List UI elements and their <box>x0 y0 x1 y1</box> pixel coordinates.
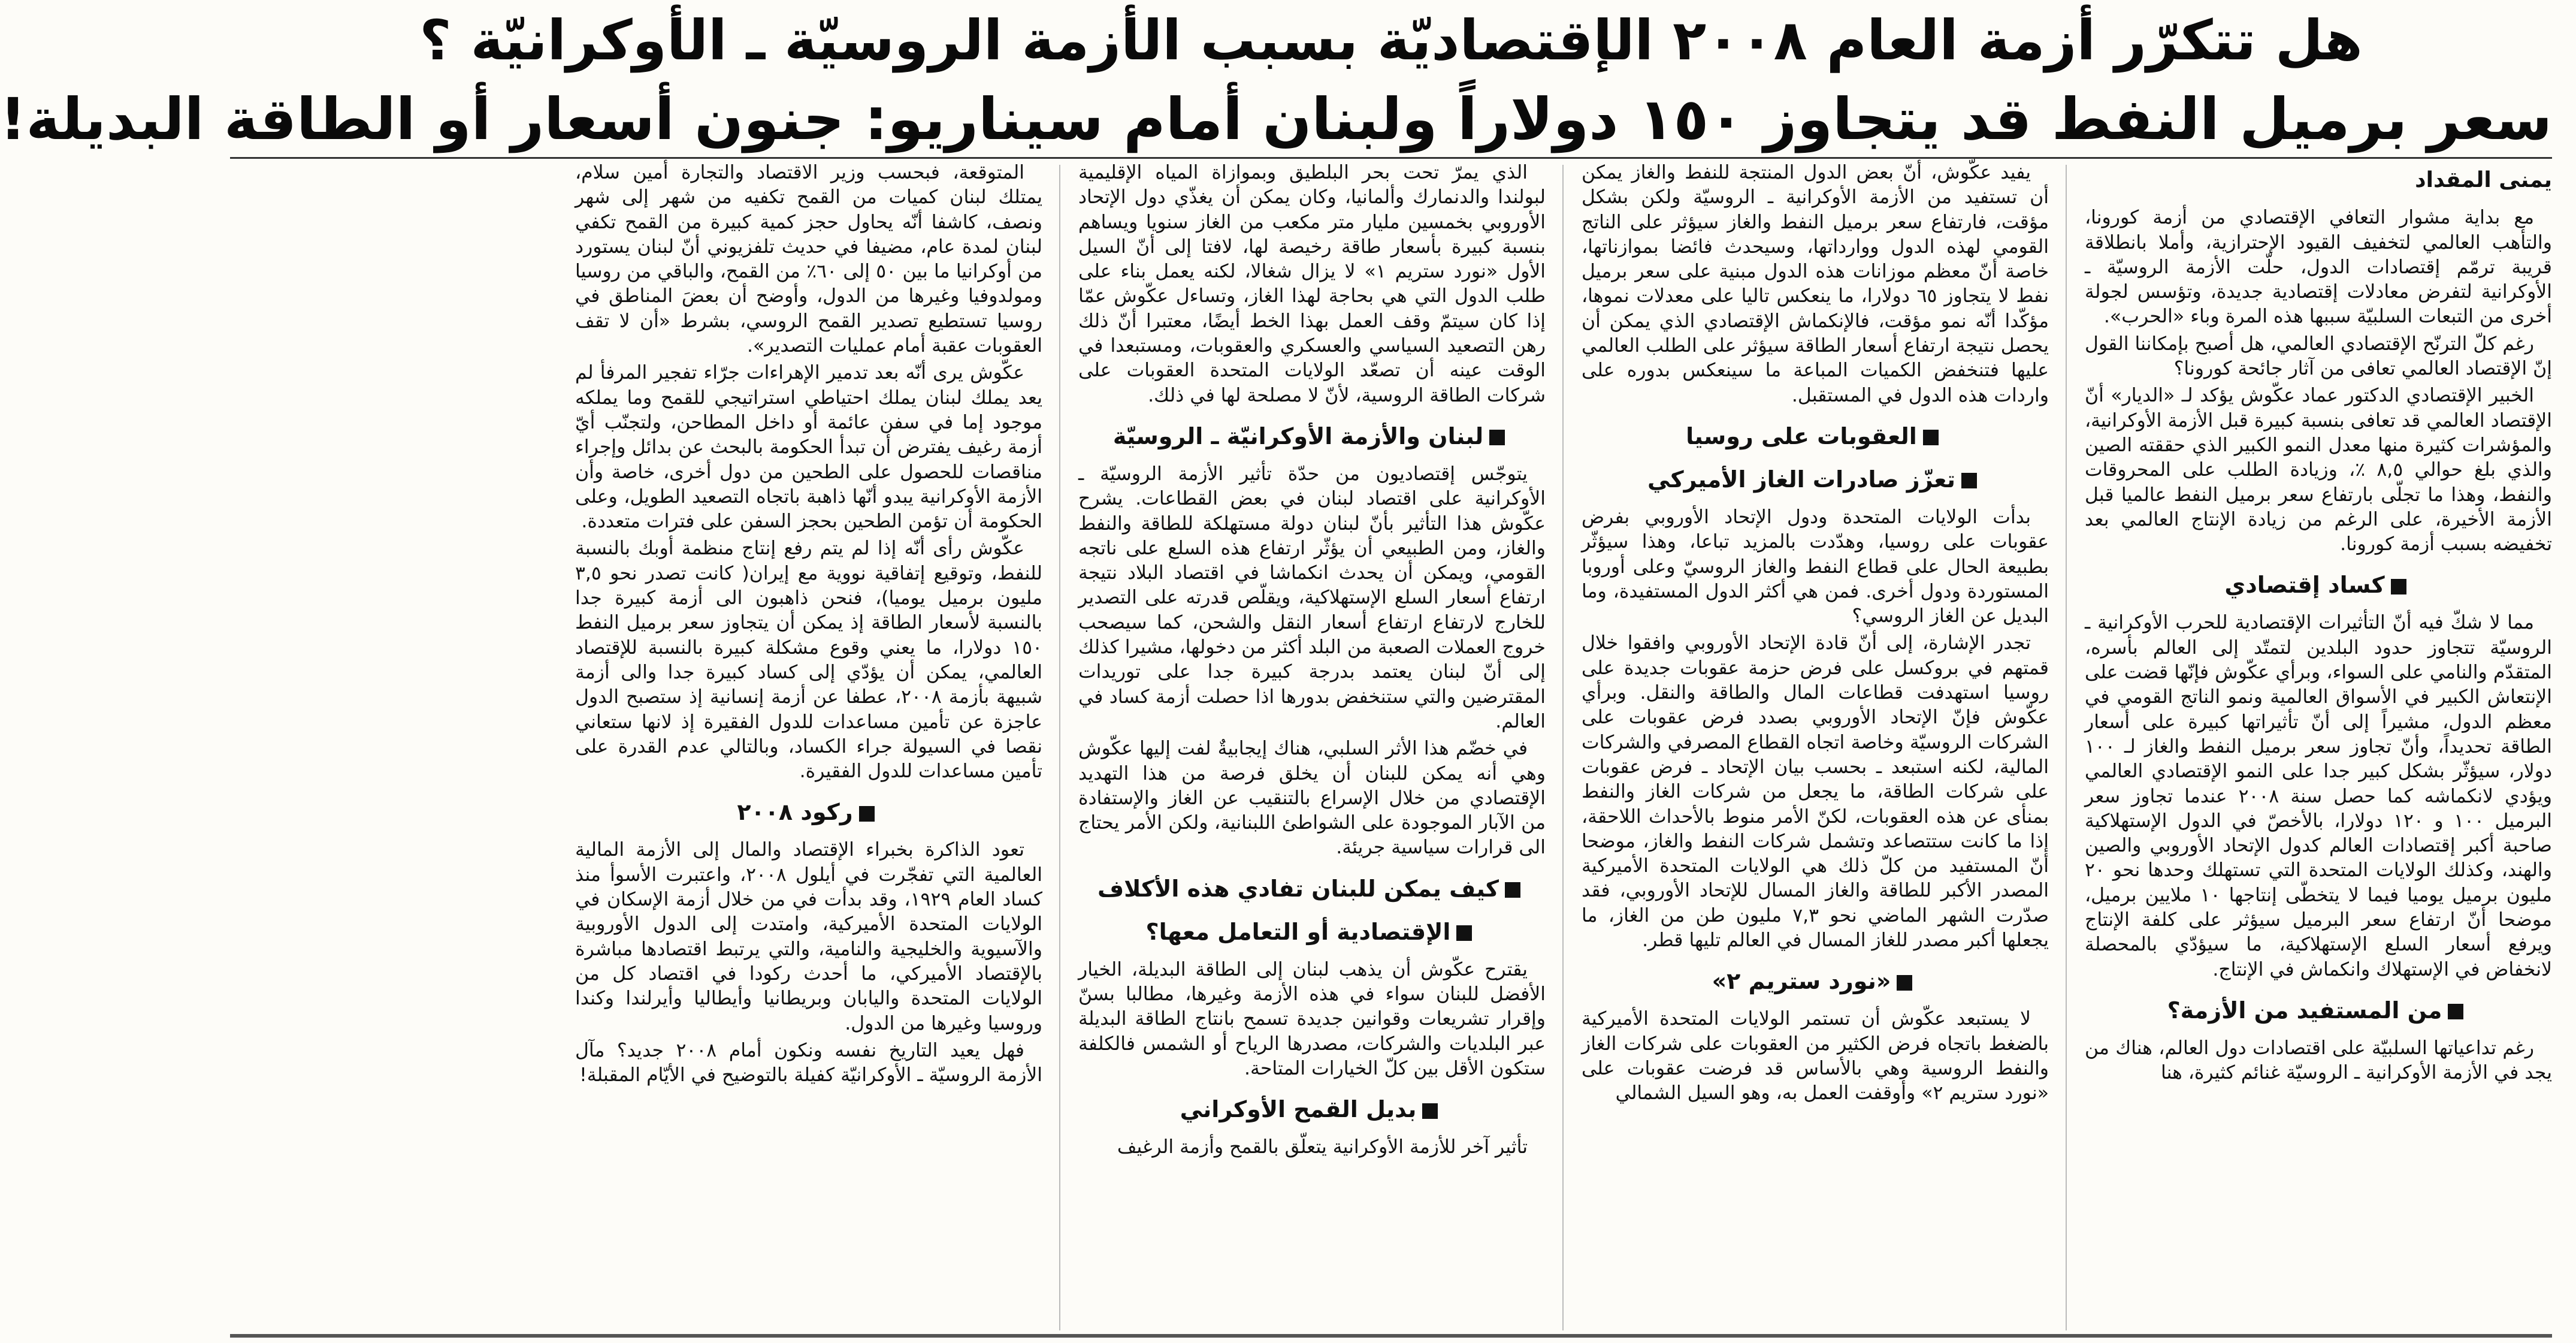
bullet-square-icon <box>1422 1103 1438 1119</box>
bullet-square-icon <box>1897 975 1912 991</box>
subheading <box>1582 964 2049 998</box>
subheading-text: لبنان والأزمة الأوكرانيّة ـ الروسيّة <box>1112 422 1484 449</box>
bullet-square-icon <box>1456 925 1472 941</box>
paragraph: عكّوش يرى أنّه بعد تدمير الإهراءات جرّاء تفجير المرفأ لم يعد يملك لبنان يملك احتياطي استراتيجي للقمح وما يملكه موجود إما في سفن عائمة أو داخل المطاحن، ولتجنّب أيّ أزمة رغيف يفترض أن تبدأ الحكومة بالبحث عن بدائل وإجراء مناقصات للحصول على الطحين من دول أخرى، خاصة وأن الأزمة الأوكرانية يبدو أنّها ذاهبة باتجاه التصعيد الطويل، وعلى الحكومة أن تؤمن الطحين بحجز السفن على فترات متعددة. <box>575 362 1042 533</box>
subheading-text: «نورد ستريم ٢» <box>1712 968 1891 995</box>
subheading <box>1078 419 1546 454</box>
subheading <box>1582 419 2049 454</box>
subheading-text: الإقتصادية أو التعامل معها؟ <box>1145 918 1451 945</box>
article-column-1 <box>2085 161 2552 1332</box>
subheading-text: العقوبات على روسيا <box>1686 422 1917 449</box>
bullet-square-icon <box>2391 579 2406 594</box>
bottom-divider <box>230 1334 2552 1338</box>
paragraph: عكّوش رأى أنّه إذا لم يتم رفع إنتاج منظمة أوبك بالنسبة للنفط، وتوقيع إتفاقية نووية مع إيران( كانت تصدر نحو ٣,٥ مليون برميل يوميا)، فنحن ذاهبون الى أزمة كبيرة جدا بالنسبة لأسعار الطاقة إذ يمكن أن يتجاوز سعر برميل النفط ١٥٠ دولارا، ما يعني وقوع مشكلة كبيرة بالنسبة للإقتصاد العالمي، يمكن أن يؤدّي إلى كساد كبيرة جدا والى أزمة شبيهة بأزمة ٢٠٠٨، عطفا عن أزمة إنسانية إذ ستصبح الدول عاجزة عن تأمين مساعدات للدول الفقيرة إذ لانها ستعاني نقصا في السيولة جراء الكساد، وبالتالي عدم القدرة على تأمين مساعدات للدول الفقيرة. <box>575 538 1042 783</box>
paragraph: مع بداية مشوار التعافي الإقتصادي من أزمة كورونا، والتأهب العالمي لتخفيف القيود الإحترازية، وأملا بانطلاقة قريبة ترمّم إقتصادات الدول، حلّت الأزمة الروسيّة ـ الأوكرانية لتفرض معادلات إقتصادية جديدة، وتؤسس لجولة أخرى من التبعات السلبيّة سببها هذه المرة وباء «الحرب». <box>2085 207 2552 328</box>
paragraph: رغم تداعياتها السلبيّة على اقتصادات دول العالم، هناك من يجد في الأزمة الأوكرانية ـ الروسيّة غنائم كثيرة، هنا <box>2085 1037 2552 1084</box>
author-byline: يمنى المقداد <box>2415 168 2552 192</box>
paragraph: المتوقعة، فبحسب وزير الاقتصاد والتجارة أمين سلام، يمتلك لبنان كميات من القمح تكفيه من شهر إلى شهر ونصف، كاشفا أنّه يحاول حجز كمية كبيرة من القمح تكفي لبنان لمدة عام، مضيفا في حديث تلفزيوني أنّ لبنان يستورد من أوكرانيا ما بين ٥٠ إلى ٦٠٪ من القمح، والباقي من روسيا ومولدوفيا وغيرها من الدول، وأوضح أن بعضَ المناطق في روسيا تستطيع تصدير القمح الروسي، بشرط «أن لا تقف العقوبات عقبة أمام عمليات التصدير». <box>575 162 1042 357</box>
bullet-square-icon <box>2448 1004 2463 1019</box>
bullet-square-icon <box>1505 882 1520 898</box>
paragraph: في خضّم هذا الأثر السلبي، هناك إيجابيةٌ لفت إليها عكّوش وهي أنه يمكن للبنان أن يخلق فرصة من هذا التهديد الإقتصادي من خلال الإسراع بالتنقيب عن الغاز والإستفادة من الآبار الموجودة على الشواطئ اللبنانية، ولكن الأمر يحتاج الى قرارات سياسية جريئة. <box>1078 738 1546 859</box>
paragraph: يتوجّس إقتصاديون من حدّة تأثير الأزمة الروسيّة ـ الأوكرانية على اقتصاد لبنان في بعض القطاعات. يشرح عكّوش هذا التأثير بأنّ لبنان دولة مستهلكة للطاقة والنفط والغاز، ومن الطبيعي أن يؤثّر ارتفاع هذه السلع على ناتجه القومي، ويمكن أن يحدث انكماشا في اقتصاد البلاد نتيجة ارتفاع أسعار السلع الإستهلاكية، ويقلّص قدرته على التصدير للخارج لارتفاع ارتفاع أسعار النقل والشحن، كما سيصحب خروج العملات الصعبة من البلد أكثر من دخولها، مشيرا كذلك إلى أنّ لبنان يعتمد بدرجة كبيرة جدا على توريدات المقترضين والتي ستنخفض بدورها اذا حصلت أزمة كساد في العالم. <box>1078 463 1546 732</box>
bullet-square-icon <box>1961 473 1977 488</box>
article-column-4 <box>575 161 1042 1332</box>
subheading <box>2085 993 2552 1028</box>
paragraph: بدأت الولايات المتحدة ودول الإتحاد الأوروبي بفرض عقوبات على روسيا، وهدّدت بالمزيد تباعا، وهذا سيؤثّر بطبيعة الحال على قطاع النفط والغاز الروسيّ وعلى أوروبا المستوردة ودول أخرى. فمن هي أكثر الدول المستفيدة، وما البديل عن الغاز الروسي؟ <box>1582 506 2049 627</box>
paragraph: يفيد عكّوش، أنّ بعض الدول المنتجة للنفط والغاز يمكن أن تستفيد من الأزمة الأوكرانية ـ الروسيّة ولكن بشكل مؤقت، فارتفاع سعر برميل النفط والغاز سيؤثر على الناتج القومي لهذه الدول ووارداتها، وسيحدث فائضا بموازناتها، خاصة أنّ معظم موزانات هذه الدول مبنية على سعر برميل نفط لا يتجاوز ٦٥ دولارا، ما ينعكس تاليا على معدلات نموها، مؤكّدا أنّه نمو مؤقت، فالإنكماش الإقتصادي الذي يمكن أن يحصل نتيجة ارتفاع أسعار الطاقة سيؤثر على الطلب العالمي عليها فتنخفض الكميات المباعة ما سينعكس بدوره على واردات هذه الدول في المستقبل. <box>1582 162 2049 406</box>
subheading-text: من المستفيد من الأزمة؟ <box>2167 997 2442 1024</box>
paragraph: تأثير آخر للأزمة الأوكرانية يتعلّق بالقمح وأزمة الرغيف <box>1117 1136 1528 1158</box>
subheading <box>1078 1092 1546 1127</box>
bullet-square-icon <box>1923 430 1939 445</box>
article-column-3 <box>1078 161 1546 1332</box>
headline-line-2: سعر برميل النفط قد يتجاوز ١٥٠ دولاراً ولبنان أمام سيناريو: جنون أسعار أو الطاقة البديلة! <box>0 86 2552 153</box>
column-divider <box>1562 165 1564 1330</box>
paragraph: الخبير الإقتصادي الدكتور عماد عكّوش يؤكد لـ «الديار» أنّ الإقتصاد العالمي قد تعافى بنسبة كبيرة قبل الأزمة الأوكرانية، والمؤشرات كثيرة منها معدل النمو الكبير الذي حققته الصين والذي بلغ حوالي ٨,٥ ٪، وزيادة الطلب على المحروقات والنفط، وهذا ما تجلّى بارتفاع سعر برميل النفط عالميا قبل الأزمة الأخيرة، على الرغم من زيادة الإنتاج العالمي بعد تخفيضه بسبب أزمة كورونا. <box>2085 385 2553 556</box>
column-divider <box>1059 165 1060 1330</box>
bullet-square-icon <box>1489 430 1505 445</box>
paragraph: تعود الذاكرة بخبراء الإقتصاد والمال إلى الأزمة المالية العالمية التي تفجّرت في أيلول ٢٠٠٨، واعتبرت الأسوأ منذ كساد العام ١٩٢٩، وقد بدأت في من خلال أزمة الإسكان في الولايات المتحدة الأميركية، وامتدت إلى الدول الأوروبية والآسيوية والخليجية والنامية، والتي يرتبط اقتصادها مباشرة بالإقتصاد الأميركي، ما أحدث ركودا في اقتصاد كل من الولايات المتحدة واليابان وبريطانيا وأيطاليا وأيرلندا وكندا وروسيا وغيرها من الدول. <box>575 839 1042 1034</box>
subheading-text: ركود ٢٠٠٨ <box>737 799 853 826</box>
paragraph: لا يستبعد عكّوش أن تستمر الولايات المتحدة الأميركية بالضغط باتجاه فرض الكثير من العقوبات على شركات الغاز والنفط الروسية وهي بالأساس قد فرضت عقوبات على «نورد ستريم ٢» وأوقفت العمل به، وهو السيل الشمالي <box>1582 1008 2049 1104</box>
subheading-text: كساد إقتصادي <box>2224 572 2385 599</box>
paragraph: الذي يمرّ تحت بحر البلطيق وبموازاة المياه الإقليمية لبولندا والدنمارك وألمانيا، وكان يمكن أن يغذّي دول الإتحاد الأوروبي بخمسين مليار متر مكعب من الغاز سنويا ويساهم بنسبة كبيرة بأسعار طاقة رخيصة لها، لافتا إلى أنّ السيل الأول «نورد ستريم ١» لا يزال شغالا، لكنه يعمل بناء على طلب الدول التي هي بحاجة لهذا الغاز، وتساءل عكّوش عمّا إذا كان سيتمّ وقف العمل بهذا الخط أيضًا، معتبرا أنّ ذلك رهن التصعيد السياسي والعسكري والعقوبات، ومستبعدا في الوقت عينه أن تصعّد الولايات المتحدة العقوبات على شركات الطاقة الروسية، لأنّ لا مصلحة لها في ذلك. <box>1078 162 1546 406</box>
subheading-text: كيف يمكن للبنان تفادي هذه الأكلاف <box>1097 875 1499 902</box>
subheading <box>1078 915 1546 949</box>
subheading <box>1582 462 2049 497</box>
column-divider <box>2066 165 2067 1330</box>
paragraph: تجدر الإشارة، إلى أنّ قادة الإتحاد الأوروبي وافقوا خلال قمتهم في بروكسل على فرض حزمة عقوبات جديدة على روسيا استهدفت قطاعات المال والطاقة والنقل. وبرأي عكّوش فإنّ الإتحاد الأوروبي بصدد فرض عقوبات على الشركات الروسيّة وخاصة اتجاه القطاع المصرفي والشركات المالية، لكنه استبعد ـ بحسب بيان الإتحاد ـ فرض عقوبات على شركات الطاقة، ما يجعل من شركات الغاز والنفط بمنأى عن هذه العقوبات، لكنّ الأمر منوط بالأحداث اللاحقة، إذا ما كانت ستتصاعد وتشمل شركات النفط والغاز، موضحا أنّ المستفيد من كلّ ذلك هي الولايات المتحدة الأميركية المصدر الأكبر للطاقة والغاز المسال للإتحاد الأوروبي، فقد صدّرت الشهر الماضي نحو ٧,٣ مليون طن من الغاز، ما يجعلها أكبر مصدر للغاز المسال في العالم تليها قطر. <box>1582 632 2049 952</box>
headline-line-1: هل تتكرّر أزمة العام ٢٠٠٨ الإقتصاديّة بسبب الأزمة الروسيّة ـ الأوكرانيّة ؟ <box>419 8 2363 73</box>
subheading <box>575 795 1042 829</box>
paragraph: رغم كلّ الترنّح الإقتصادي العالمي، هل أصبح بإمكاننا القول إنّ الإقتصاد العالمي تعافى من آثار جائحة كورونا؟ <box>2085 333 2552 380</box>
paragraph: فهل يعيد التاريخ نفسه ونكون أمام ٢٠٠٨ جديد؟ مآل الأزمة الروسيّة ـ الأوكرانيّة كفيلة بالتوضيح في الأيّام المقبلة! <box>575 1039 1042 1087</box>
paragraph: يقترح عكّوش أن يذهب لبنان إلى الطاقة البديلة، الخيار الأفضل للبنان سواء في هذه الأزمة وغيرها، مطالبا بسنّ وإقرار تشريعات وقوانين جديدة تسمح بانتاج الطاقة البديلة عبر البلديات والشركات، مصدرها الرياح أو الشمس فالكلفة ستكون الأقل بين كلّ الخيارات المتاحة. <box>1078 958 1546 1079</box>
headline-divider <box>230 157 2552 159</box>
subheading-text: تعزّز صادرات الغاز الأميركي <box>1647 466 1955 493</box>
bullet-square-icon <box>859 806 875 822</box>
subheading <box>2085 568 2552 602</box>
subheading <box>1078 871 1546 906</box>
subheading-text: بديل القمح الأوكراني <box>1180 1096 1417 1123</box>
paragraph: مما لا شكّ فيه أنّ التأثيرات الإقتصادية للحرب الأوكرانية ـ الروسيّة تتجاوز حدود البلدين لتمتّد إلى العالم بأسره، المتقدّم والنامي على السواء، وبرأي عكّوش فإنّها قضت على الإنتعاش الكبير في الأسواق العالمية ونمو الناتج القومي في معظم الدول، مشيراً إلى أنّ تأثيراتها كبيرة على أسعار الطاقة تحديداً، وأنّ تجاوز سعر برميل النفط والغاز لـ ١٠٠ دولار، سيؤثّر بشكل كبير جدا على النمو الإقتصادي العالمي ويؤدي لانكماشه كما حصل سنة ٢٠٠٨ عندما تجاوز سعر البرميل ١٠٠ و ١٢٠ دولارا، بالأخصّ في الدول الإستهلاكية صاحبة أكبر إقتصادات العالم كدول الإتحاد الأوروبي والصين والهند، وكذلك الولايات المتحدة التي تستهلك وحدها نحو ٢٠ مليون برميل يوميا فيما لا يتخطّى إنتاجها ١٠ ملايين برميل، موضحا أنّ ارتفاع سعر البرميل سيؤثر على كلفة الإنتاج ويرفع أسعار السلع الإستهلاكية، ما سيؤدّي بالمحصلة لانخفاض في الإستهلاك وانكماش في الإنتاج. <box>2085 612 2552 980</box>
article-column-2 <box>1582 161 2049 1332</box>
